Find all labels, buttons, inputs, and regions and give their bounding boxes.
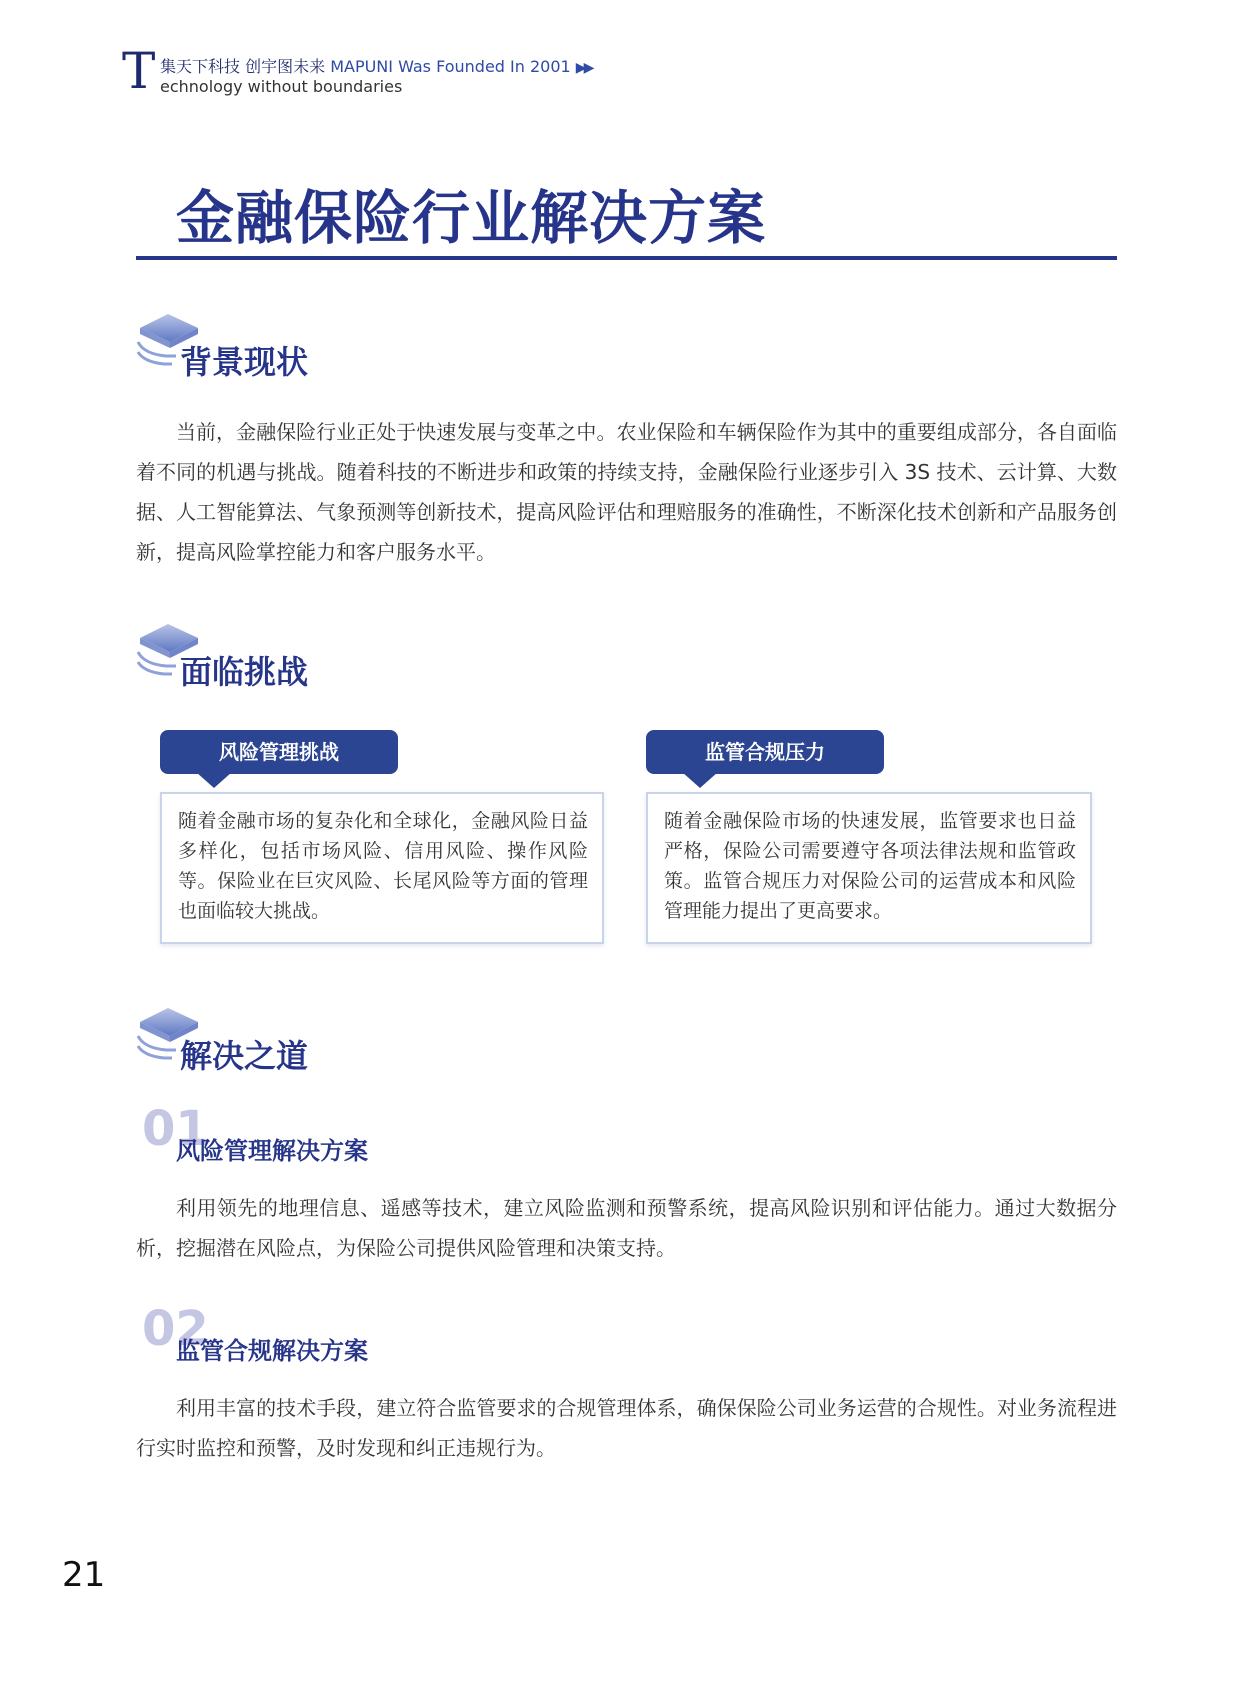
double-arrow-icon: ▶▶: [575, 60, 592, 76]
section-heading-challenges: [136, 618, 636, 698]
section-heading-solutions: [136, 1002, 636, 1082]
challenge-card-2-text: 随着金融保险市场的快速发展，监管要求也日益严格，保险公司需要遵守各项法律法规和监管政策。监管合规压力对保险公司的运营成本和风险管理能力提出了更高要求。: [664, 810, 1076, 922]
header-tagline: echnology without boundaries: [160, 77, 403, 96]
title-underline: [136, 256, 1117, 260]
page-title: 金融保险行业解决方案: [176, 184, 767, 252]
challenge-card-2: [646, 792, 1092, 944]
solution-paragraph-1: 利用领先的地理信息、遥感等技术，建立风险监测和预警系统，提高风险识别和评估能力。通过大数据分析，挖掘潜在风险点，为保险公司提供风险管理和决策支持。: [136, 1196, 1117, 1260]
header-initial-letter: T: [122, 42, 156, 100]
challenge-card-1-label: 风险管理挑战: [160, 730, 398, 774]
section-title-background: 背景现状: [180, 343, 309, 381]
challenge-card-1-text: 随着金融市场的复杂化和全球化，金融风险日益多样化，包括市场风险、信用风险、操作风险等。保险业在巨灾风险、长尾风险等方面的管理也面临较大挑战。: [178, 810, 588, 922]
solution-title-2: 监管合规解决方案: [176, 1337, 368, 1365]
challenge-card-1: [160, 792, 604, 944]
solution-paragraph-2: 利用丰富的技术手段，建立符合监管要求的合规管理体系，确保保险公司业务运营的合规性。对业务流程进行实时监控和预警，及时发现和纠正违规行为。: [136, 1396, 1117, 1460]
section-title-challenges: 面临挑战: [180, 653, 309, 691]
section-heading-background: [136, 308, 636, 388]
background-paragraph: 当前，金融保险行业正处于快速发展与变革之中。农业保险和车辆保险作为其中的重要组成部分，各自面临着不同的机遇与挑战。随着科技的不断进步和政策的持续支持，金融保险行业逐步引入 3S 技术、云计算、大数据、人工智能算法、气象预测等创新技术，提高风险评估和理赔服务的准确性，不断深化技术创新和产品服务创新，提高风险掌控能力和客户服务水平。: [136, 420, 1117, 564]
header-slogan: [160, 57, 591, 78]
header-slogan-cn: 集天下科技 创宇图未来: [160, 57, 326, 76]
challenge-card-2-pointer: [682, 772, 718, 788]
solution-number-2: 02: [142, 1301, 209, 1357]
challenge-card-2-label: 监管合规压力: [646, 730, 884, 774]
solution-number-1: 01: [142, 1101, 209, 1157]
challenge-card-1-pointer: [196, 772, 232, 788]
header-slogan-en: MAPUNI Was Founded In 2001: [330, 57, 571, 76]
page-number: 21: [62, 1555, 106, 1595]
solution-title-1: 风险管理解决方案: [176, 1137, 368, 1165]
section-title-solutions: 解决之道: [180, 1037, 309, 1075]
